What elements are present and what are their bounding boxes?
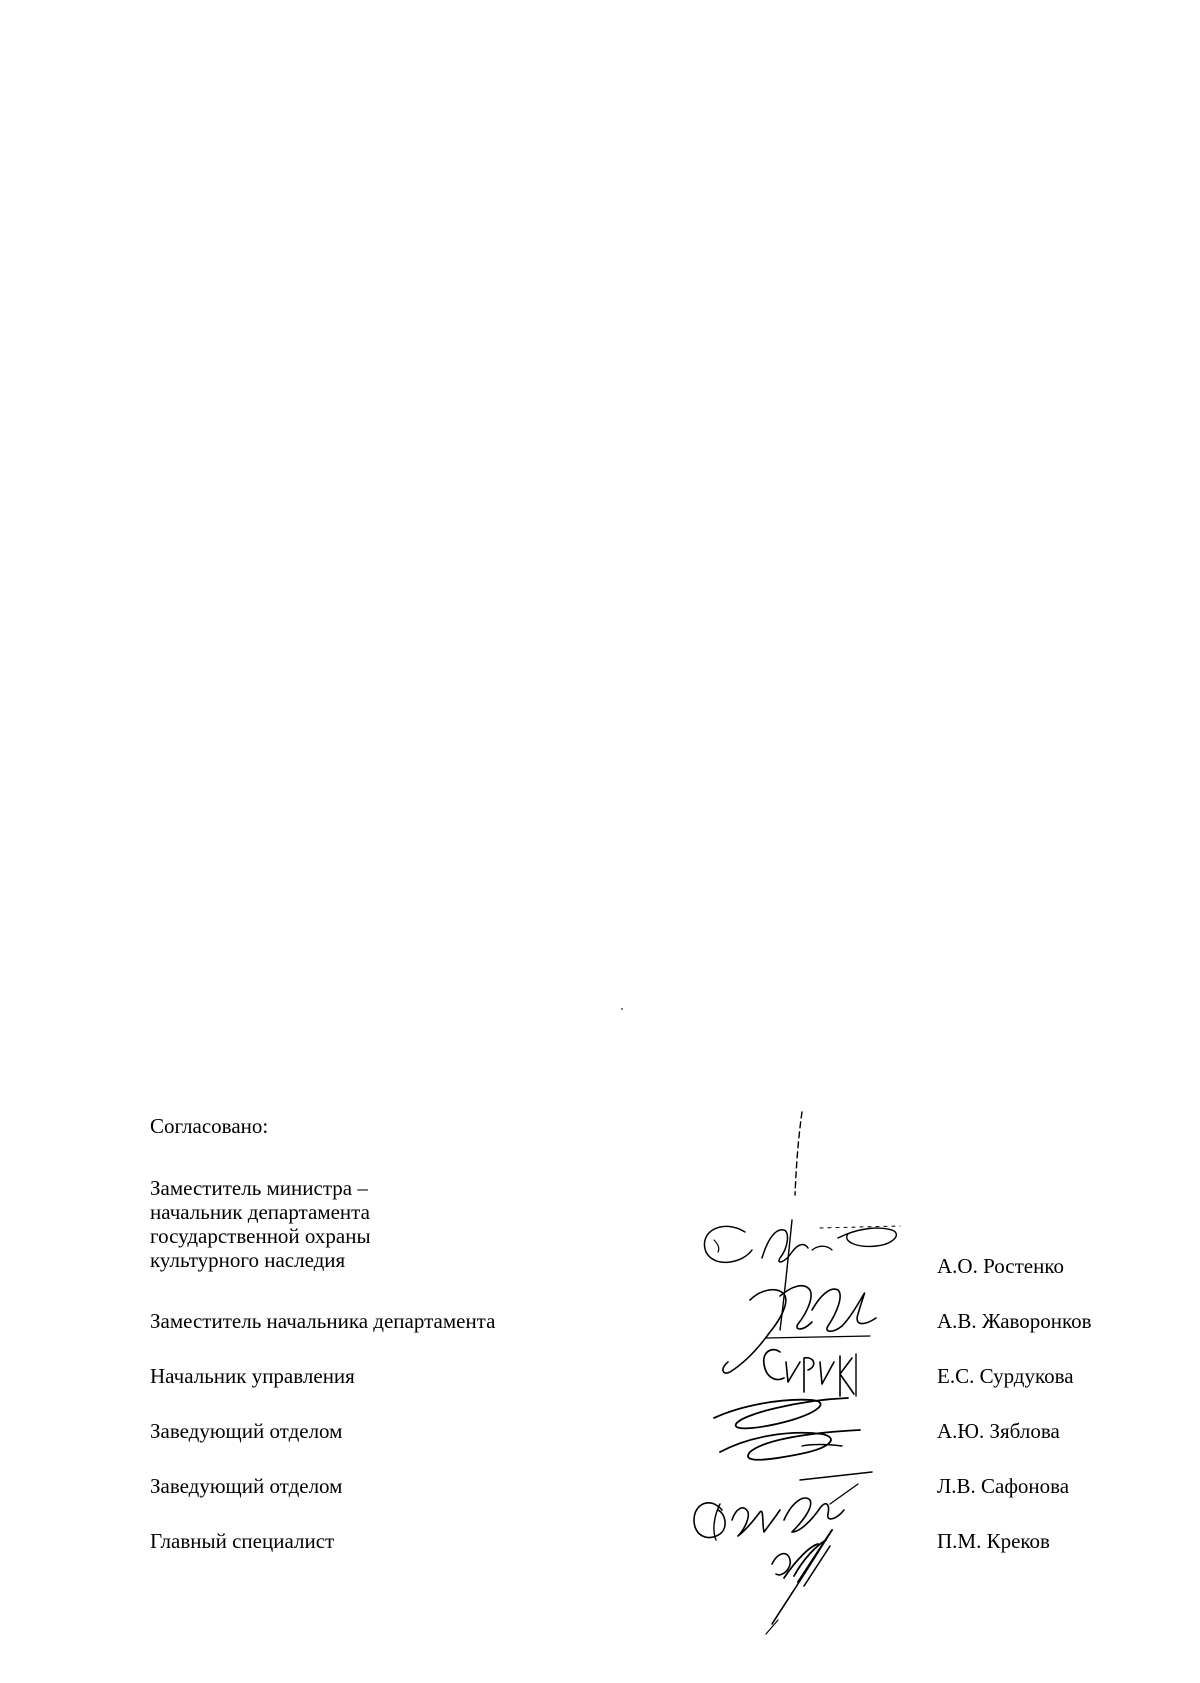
signatory-1-name: А.О. Ростенко bbox=[937, 1254, 1064, 1278]
position-line: Начальник управления bbox=[150, 1364, 355, 1388]
signatory-3-position bbox=[150, 1364, 355, 1388]
signatory-5-name: Л.В. Сафонова bbox=[937, 1474, 1070, 1498]
signature-krekov bbox=[766, 1530, 832, 1634]
signature-zyablova bbox=[714, 1398, 860, 1460]
signatory-4-position bbox=[150, 1419, 342, 1443]
signatory-2-position bbox=[150, 1309, 495, 1333]
signatory-2-name: А.В. Жаворонков bbox=[937, 1309, 1092, 1333]
signature-safonova bbox=[694, 1472, 872, 1540]
signature-rostenko bbox=[704, 1112, 900, 1330]
position-line: государственной охраны bbox=[150, 1224, 371, 1248]
signature-surdukova bbox=[764, 1350, 856, 1396]
signatory-5-position bbox=[150, 1474, 342, 1498]
signatory-4-name: А.Ю. Зяблова bbox=[937, 1419, 1060, 1443]
signature-zhavoronkov bbox=[723, 1286, 876, 1373]
signatory-6-name: П.М. Креков bbox=[937, 1529, 1050, 1553]
position-line: начальник департамента bbox=[150, 1200, 370, 1224]
position-line: Заведующий отделом bbox=[150, 1419, 343, 1443]
position-line: Главный специалист bbox=[150, 1529, 335, 1553]
handwritten-signatures bbox=[680, 1100, 920, 1640]
approval-heading: Согласовано: bbox=[150, 1114, 269, 1138]
signatory-1-position bbox=[150, 1176, 371, 1272]
signatory-6-position bbox=[150, 1529, 334, 1553]
position-line: Заместитель министра – bbox=[150, 1176, 368, 1200]
position-line: культурного наследия bbox=[150, 1248, 346, 1272]
signatory-3-name: Е.С. Сурдукова bbox=[937, 1364, 1074, 1388]
position-line: Заместитель начальника департамента bbox=[150, 1309, 496, 1333]
scan-speck bbox=[621, 1008, 623, 1010]
position-line: Заведующий отделом bbox=[150, 1474, 343, 1498]
